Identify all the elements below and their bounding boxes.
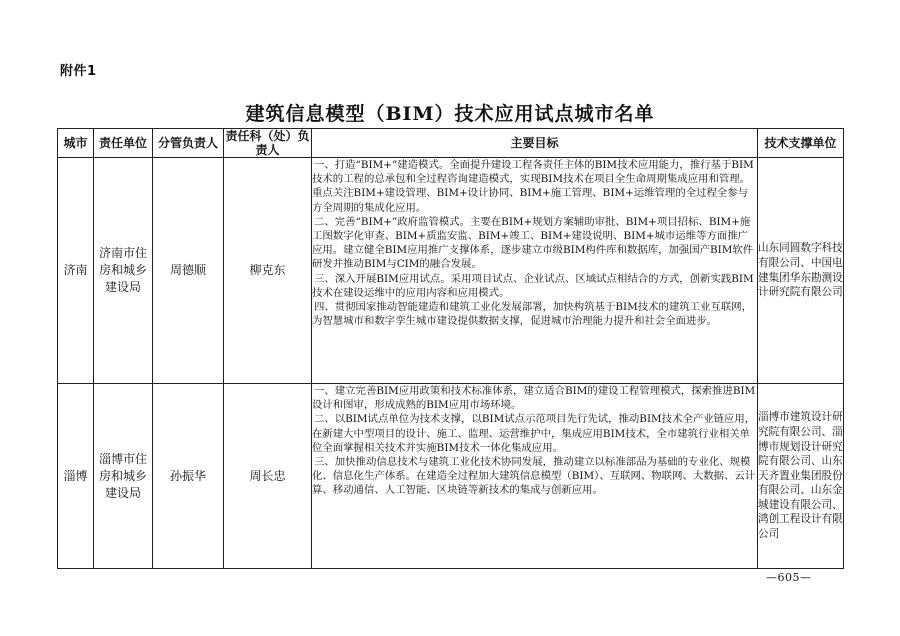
goals-cell [312,384,758,569]
header-goals: 主要目标 [312,129,758,158]
support-unit-cell: 淄博市建筑设计研究院有限公司、淄博市规划设计研究院有限公司、山东天齐置业集团股份有限公司、山东金城建设有限公司、鸿创工程设计有限公司 [758,384,844,569]
document-title: 建筑信息模型（BIM）技术应用试点城市名单 [245,103,655,125]
table-header-row [58,129,844,158]
pilot-city-table [57,128,844,569]
table-row [58,158,844,384]
leader-cell: 周德顺 [153,158,224,384]
goal-paragraph: 四、贯彻国家推动智能建造和建筑工业化发展部署，加快构筑基于BIM技术的建筑工业互联网，为智慧城市和数字孪生城市建设提供数据支撑，促进城市治理能力提升和社会全面进步。 [312,301,753,328]
goal-paragraph: 一、打造“BIM+”建造模式。全面提升建设工程各责任主体的BIM技术应用能力，推行基于BIM技术的工程的总承包和全过程咨询建造模式，实现BIM技术在项目全生命周期集成应用和管理。重点关注BIM+建设管理、BIM+设计协同、BIM+施工管理、BIM+运维管理的全过程全参与方全周期的集成化应用。 [312,159,754,214]
support-unit-cell: 山东同圆数字科技有限公司、中国电建集团华东勘测设计研究院有限公司 [758,158,844,384]
responsible-unit-cell: 济南市住房和城乡建设局 [94,158,153,384]
goal-paragraph: 三、加快推动信息技术与建筑工业化技术协同发展，推动建立以标准部品为基础的专业化、规模化、信息化生产体系。在建造全过程加大建筑信息模型（BIM）、互联网、物联网、大数据、云计算、移动通信、人工智能、区块链等新技术的集成与创新应用。 [312,456,756,497]
goal-paragraph: 一、建立完善BIM应用政策和技术标准体系，建立适合BIM的建设工程管理模式，探索推进BIM设计和图审，形成成熟的BIM应用市场环境。 [312,385,756,412]
responsible-unit-cell: 淄博市住房和城乡建设局 [94,384,153,569]
section-head-cell: 周长忠 [224,384,312,569]
city-cell: 济南 [58,158,94,384]
header-section-head: 责任科（处）负责人 [225,129,310,157]
goals-cell [312,158,758,384]
attachment-label: 附件1 [60,64,97,79]
goal-paragraph: 二、以BIM试点单位为技术支撑，以BIM试点示范项目先行先试，推动BIM技术全产业链应用，在新建大中型项目的设计、施工、监理、运营维护中，集成应用BIM技术，全市建筑行业相关单位全面掌握相关技术并实施BIM技术一体化集成应用。 [312,413,756,454]
page-number: —605— [766,571,812,584]
leader-cell: 孙振华 [153,384,224,569]
header-city: 城市 [58,129,94,158]
header-responsible-unit: 责任单位 [94,129,153,158]
header-support-unit: 技术支撑单位 [758,129,844,158]
goal-paragraph: 三、深入开展BIM应用试点。采用项目试点、企业试点、区域试点相结合的方式，创新实践BIM技术在建设运维中的应用内容和应用模式。 [312,272,754,299]
table-row [58,384,844,569]
city-cell: 淄博 [58,384,94,569]
goal-paragraph: 二、完善“BIM+”政府监管模式。主要在BIM+规划方案辅助审批、BIM+项目招标、BIM+施工图数字化审查、BIM+质监安监、BIM+竣工、BIM+建设说明、BIM+城市运维等方面推广应用。建立健全BIM应用推广支撑体系，逐步建立市级BIM构件库和数据库，加强国产BIM软件研发并推动BIM与CIM的融合发展。 [312,215,754,271]
section-head-cell: 柳克东 [224,158,312,384]
header-leader: 分管负责人 [153,129,224,158]
